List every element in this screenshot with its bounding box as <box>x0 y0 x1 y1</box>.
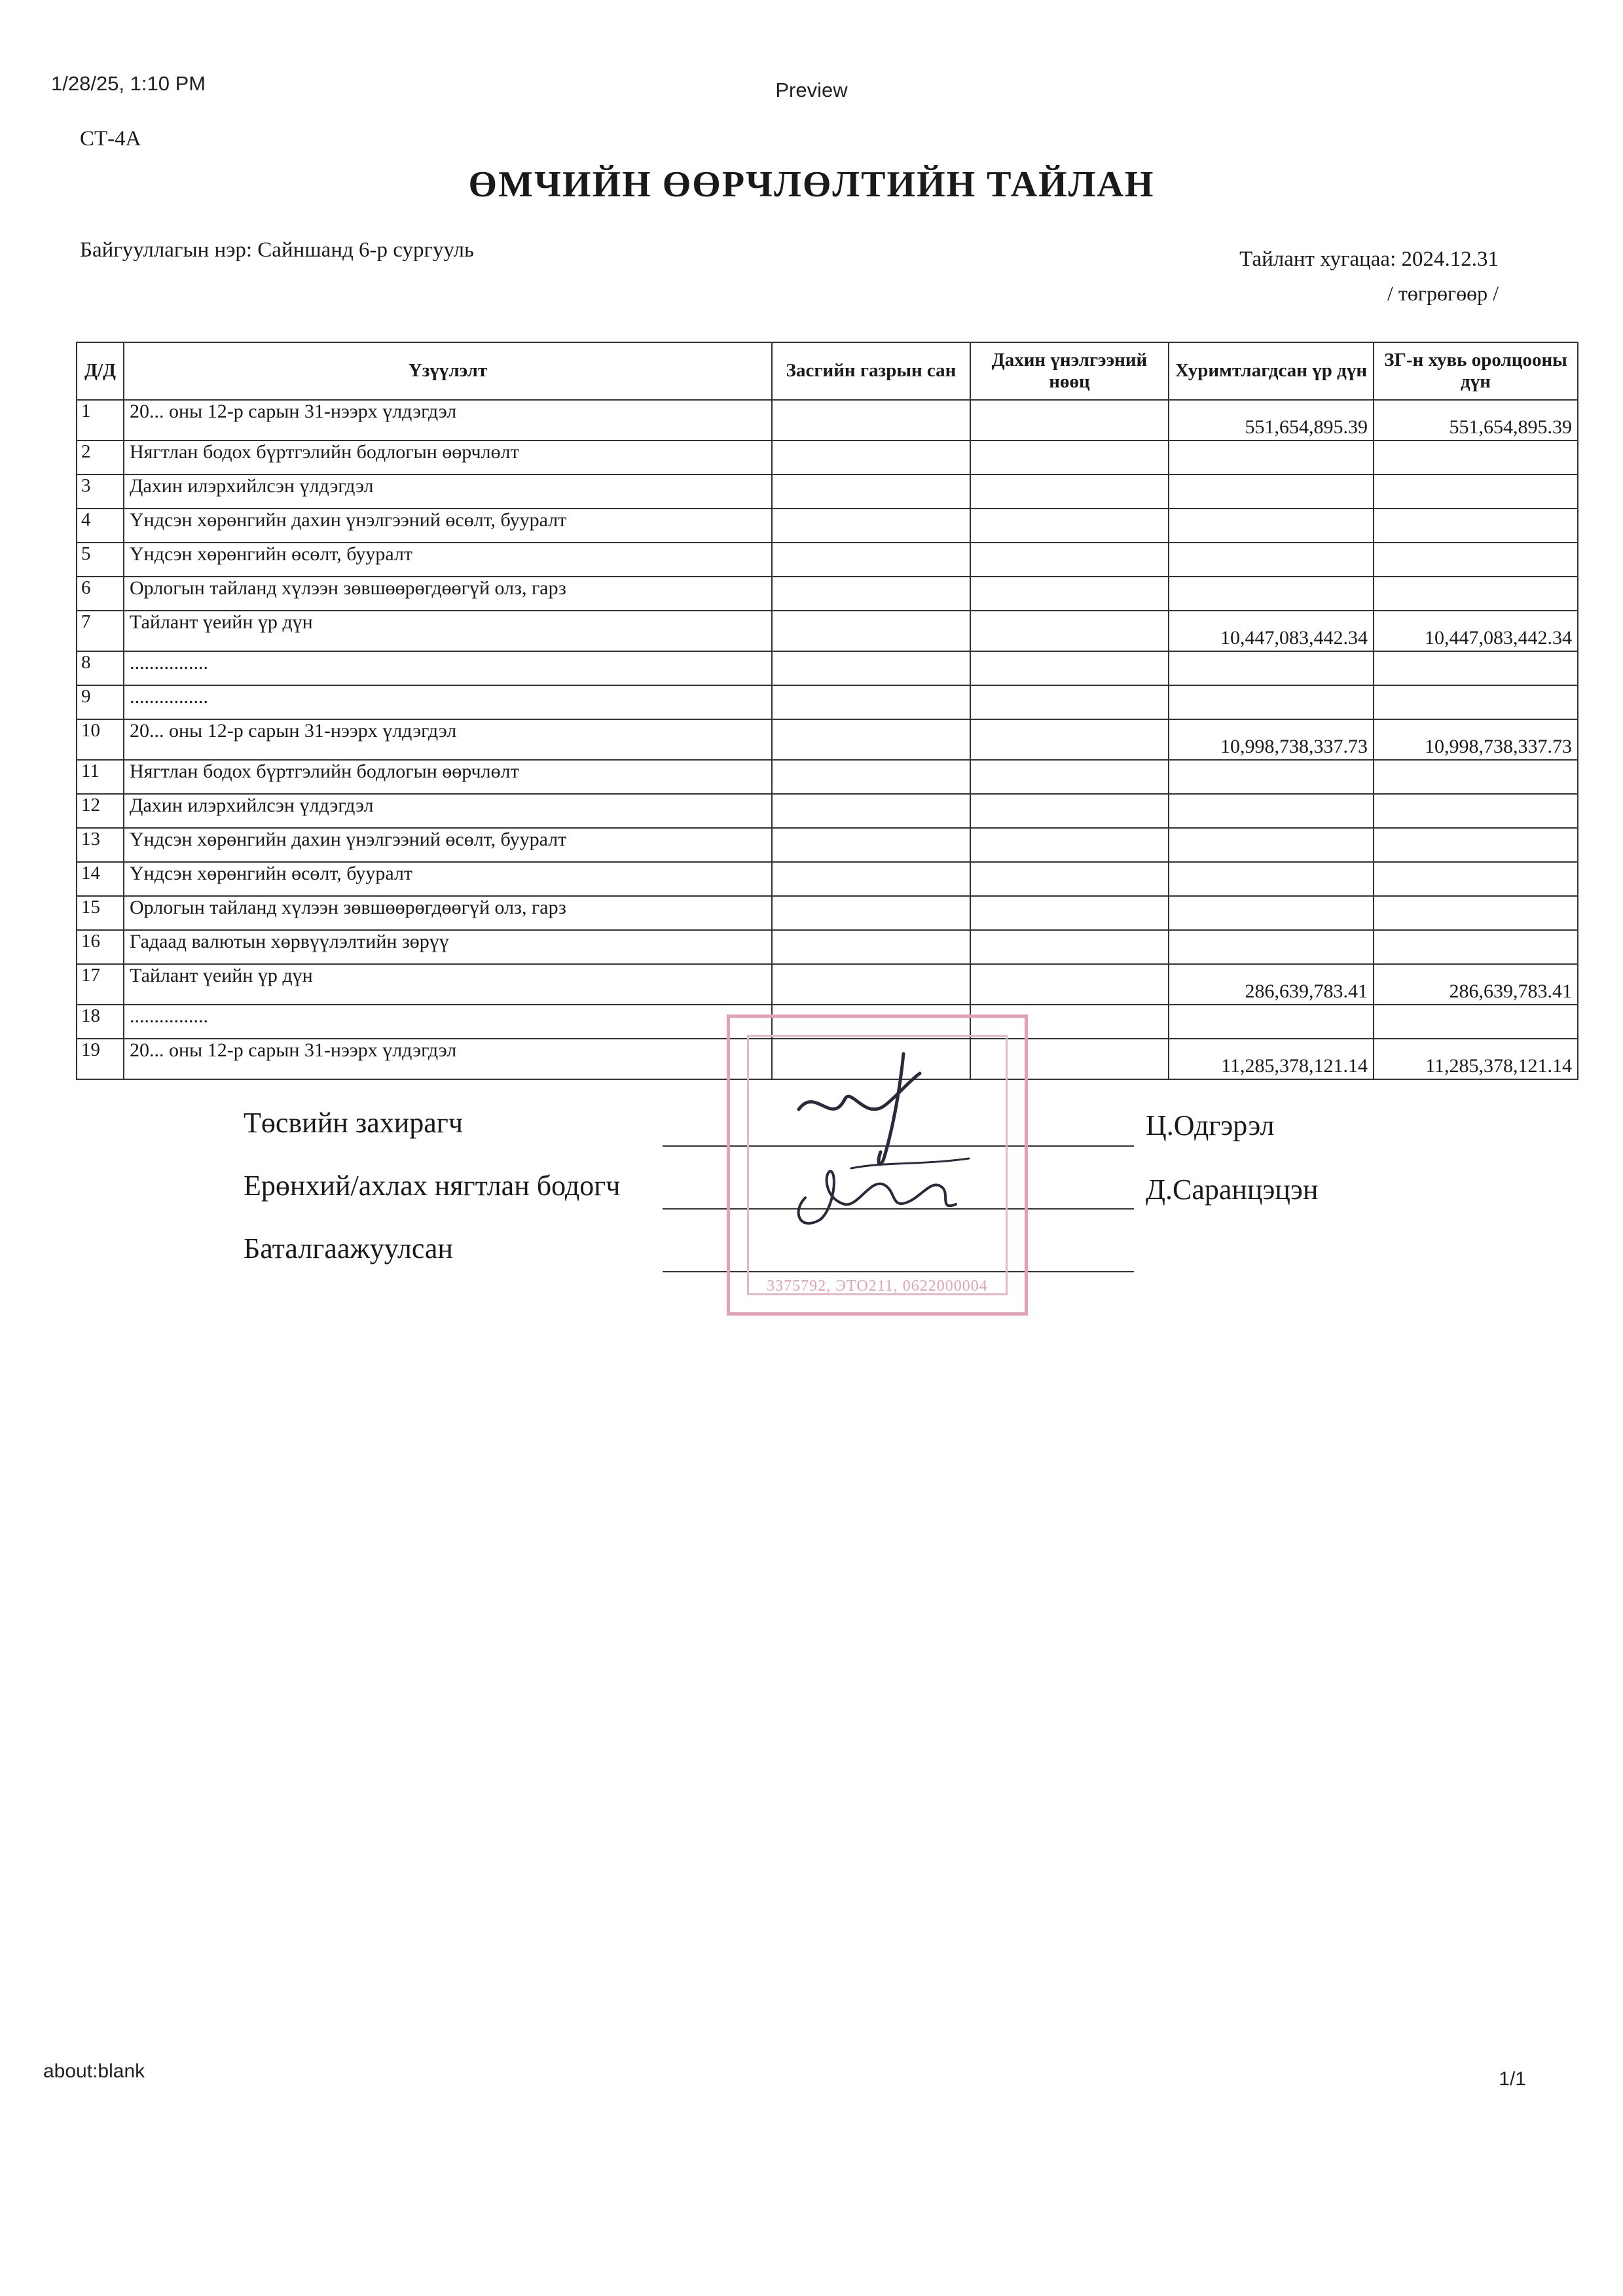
row-revaluation-reserve <box>970 685 1169 719</box>
row-index: 19 <box>77 1039 124 1079</box>
row-government-share-total <box>1374 930 1578 964</box>
row-indicator: Үндсэн хөрөнгийн дахин үнэлгээний өсөлт, бууралт <box>124 828 772 862</box>
header-accumulated-result: Хуримтлагдсан үр дүн <box>1169 342 1374 400</box>
header-revaluation-reserve: Дахин үнэлгээний нөөц <box>970 342 1169 400</box>
row-accumulated-result: 10,998,738,337.73 <box>1169 719 1374 760</box>
row-accumulated-result <box>1169 440 1374 475</box>
row-government-fund <box>772 964 970 1005</box>
row-index: 13 <box>77 828 124 862</box>
row-index: 16 <box>77 930 124 964</box>
row-revaluation-reserve <box>970 794 1169 828</box>
row-accumulated-result: 10,447,083,442.34 <box>1169 611 1374 651</box>
row-accumulated-result <box>1169 896 1374 930</box>
row-government-fund <box>772 509 970 543</box>
row-accumulated-result <box>1169 760 1374 794</box>
row-indicator: Дахин илэрхийлсэн үлдэгдэл <box>124 475 772 509</box>
table-row <box>77 651 1578 685</box>
row-accumulated-result: 551,654,895.39 <box>1169 400 1374 440</box>
equity-changes-table <box>76 342 1578 1080</box>
row-government-fund <box>772 760 970 794</box>
table-row <box>77 862 1578 896</box>
row-index: 3 <box>77 475 124 509</box>
row-government-share-total <box>1374 760 1578 794</box>
row-indicator: Гадаад валютын хөрвүүлэлтийн зөрүү <box>124 930 772 964</box>
row-index: 17 <box>77 964 124 1005</box>
row-indicator: Үндсэн хөрөнгийн өсөлт, бууралт <box>124 862 772 896</box>
row-government-fund <box>772 719 970 760</box>
row-government-share-total: 10,998,738,337.73 <box>1374 719 1578 760</box>
row-government-share-total <box>1374 440 1578 475</box>
row-indicator: ................ <box>124 651 772 685</box>
row-government-fund <box>772 862 970 896</box>
table-row <box>77 440 1578 475</box>
table-row <box>77 760 1578 794</box>
row-revaluation-reserve <box>970 760 1169 794</box>
row-government-share-total <box>1374 862 1578 896</box>
row-index: 10 <box>77 719 124 760</box>
row-government-fund <box>772 794 970 828</box>
signature-name-budget-manager: Ц.Одгэрэл <box>1146 1109 1275 1141</box>
row-government-share-total: 10,447,083,442.34 <box>1374 611 1578 651</box>
signature-role-chief-accountant: Ерөнхий/ахлах нягтлан бодогч <box>244 1170 621 1202</box>
table-row <box>77 930 1578 964</box>
row-government-share-total <box>1374 685 1578 719</box>
row-government-share-total <box>1374 475 1578 509</box>
row-indicator: Тайлант үеийн үр дүн <box>124 611 772 651</box>
row-government-fund <box>772 685 970 719</box>
signature-role-certified: Баталгаажуулсан <box>244 1232 453 1265</box>
row-indicator: Орлогын тайланд хүлээн зөвшөөрөгдөөгүй олз, гарз <box>124 896 772 930</box>
row-government-fund <box>772 651 970 685</box>
row-accumulated-result <box>1169 577 1374 611</box>
row-revaluation-reserve <box>970 651 1169 685</box>
row-index: 7 <box>77 611 124 651</box>
form-code: СТ-4А <box>80 127 141 151</box>
row-indicator: Нягтлан бодох бүртгэлийн бодлогын өөрчлөлт <box>124 440 772 475</box>
row-government-fund <box>772 896 970 930</box>
row-revaluation-reserve <box>970 543 1169 577</box>
row-accumulated-result <box>1169 862 1374 896</box>
row-accumulated-result <box>1169 794 1374 828</box>
print-footer-url: about:blank <box>43 2060 145 2082</box>
row-indicator: Нягтлан бодох бүртгэлийн бодлогын өөрчлөлт <box>124 760 772 794</box>
row-indicator: Дахин илэрхийлсэн үлдэгдэл <box>124 794 772 828</box>
row-indicator: 20... оны 12-р сарын 31-нээрх үлдэгдэл <box>124 1039 772 1079</box>
row-accumulated-result <box>1169 475 1374 509</box>
row-accumulated-result <box>1169 685 1374 719</box>
row-accumulated-result <box>1169 1005 1374 1039</box>
row-index: 6 <box>77 577 124 611</box>
row-index: 14 <box>77 862 124 896</box>
row-government-fund <box>772 400 970 440</box>
row-revaluation-reserve <box>970 828 1169 862</box>
row-government-share-total <box>1374 1005 1578 1039</box>
table-row <box>77 685 1578 719</box>
row-indicator: Орлогын тайланд хүлээн зөвшөөрөгдөөгүй олз, гарз <box>124 577 772 611</box>
row-index: 4 <box>77 509 124 543</box>
row-revaluation-reserve <box>970 509 1169 543</box>
row-revaluation-reserve <box>970 930 1169 964</box>
table-row <box>77 400 1578 440</box>
row-revaluation-reserve <box>970 964 1169 1005</box>
row-index: 8 <box>77 651 124 685</box>
row-government-share-total: 551,654,895.39 <box>1374 400 1578 440</box>
row-government-share-total <box>1374 509 1578 543</box>
row-indicator: Үндсэн хөрөнгийн өсөлт, бууралт <box>124 543 772 577</box>
row-accumulated-result <box>1169 509 1374 543</box>
row-index: 5 <box>77 543 124 577</box>
table-row <box>77 828 1578 862</box>
row-government-share-total <box>1374 794 1578 828</box>
header-index: Д/Д <box>77 342 124 400</box>
header-indicator: Үзүүлэлт <box>124 342 772 400</box>
row-indicator: 20... оны 12-р сарын 31-нээрх үлдэгдэл <box>124 400 772 440</box>
signature-name-chief-accountant: Д.Саранцэцэн <box>1146 1174 1319 1206</box>
row-government-share-total <box>1374 543 1578 577</box>
row-government-fund <box>772 828 970 862</box>
row-index: 11 <box>77 760 124 794</box>
report-period: Тайлант хугацаа: 2024.12.31 <box>1239 247 1499 271</box>
row-index: 9 <box>77 685 124 719</box>
row-index: 12 <box>77 794 124 828</box>
table-row <box>77 611 1578 651</box>
table-row <box>77 509 1578 543</box>
organization-name: Байгууллагын нэр: Сайншанд 6-р сургууль <box>80 238 475 262</box>
row-revaluation-reserve <box>970 475 1169 509</box>
print-datetime: 1/28/25, 1:10 PM <box>51 72 206 95</box>
row-government-fund <box>772 475 970 509</box>
row-index: 18 <box>77 1005 124 1039</box>
row-accumulated-result <box>1169 651 1374 685</box>
table-row <box>77 964 1578 1005</box>
row-government-share-total: 11,285,378,121.14 <box>1374 1039 1578 1079</box>
row-government-fund <box>772 543 970 577</box>
row-government-share-total <box>1374 577 1578 611</box>
row-index: 2 <box>77 440 124 475</box>
header-government-fund: Засгийн газрын сан <box>772 342 970 400</box>
currency-unit: / төгрөгөөр / <box>1387 281 1499 305</box>
print-header-title: Preview <box>775 79 848 101</box>
table-row <box>77 475 1578 509</box>
header-government-share-total: ЗГ-н хувь оролцооны дүн <box>1374 342 1578 400</box>
table-row <box>77 577 1578 611</box>
row-indicator: Тайлант үеийн үр дүн <box>124 964 772 1005</box>
document-title: ӨМЧИЙН ӨӨРЧЛӨЛТИЙН ТАЙЛАН <box>468 164 1155 205</box>
row-accumulated-result <box>1169 930 1374 964</box>
row-accumulated-result <box>1169 543 1374 577</box>
row-accumulated-result <box>1169 828 1374 862</box>
table-header-row <box>77 342 1578 400</box>
row-revaluation-reserve <box>970 611 1169 651</box>
table-row <box>77 794 1578 828</box>
row-index: 1 <box>77 400 124 440</box>
row-revaluation-reserve <box>970 400 1169 440</box>
table-row <box>77 543 1578 577</box>
print-footer-page: 1/1 <box>1499 2068 1526 2090</box>
handwritten-signatures <box>753 1047 1028 1257</box>
row-government-fund <box>772 611 970 651</box>
row-government-share-total <box>1374 651 1578 685</box>
row-indicator: 20... оны 12-р сарын 31-нээрх үлдэгдэл <box>124 719 772 760</box>
row-government-fund <box>772 440 970 475</box>
table-row <box>77 719 1578 760</box>
row-government-fund <box>772 930 970 964</box>
row-indicator: Үндсэн хөрөнгийн дахин үнэлгээний өсөлт, бууралт <box>124 509 772 543</box>
table-row <box>77 896 1578 930</box>
row-indicator: ................ <box>124 685 772 719</box>
row-government-share-total: 286,639,783.41 <box>1374 964 1578 1005</box>
stamp-number: 3375792, ЭТО211, 0622000004 <box>767 1278 988 1295</box>
row-accumulated-result: 286,639,783.41 <box>1169 964 1374 1005</box>
row-accumulated-result: 11,285,378,121.14 <box>1169 1039 1374 1079</box>
row-government-fund <box>772 577 970 611</box>
row-revaluation-reserve <box>970 719 1169 760</box>
row-government-share-total <box>1374 896 1578 930</box>
row-revaluation-reserve <box>970 440 1169 475</box>
row-revaluation-reserve <box>970 862 1169 896</box>
signature-role-budget-manager: Төсвийн захирагч <box>244 1107 463 1139</box>
row-revaluation-reserve <box>970 896 1169 930</box>
row-index: 15 <box>77 896 124 930</box>
row-revaluation-reserve <box>970 577 1169 611</box>
table-body <box>77 400 1578 1079</box>
row-government-share-total <box>1374 828 1578 862</box>
row-indicator: ................ <box>124 1005 772 1039</box>
